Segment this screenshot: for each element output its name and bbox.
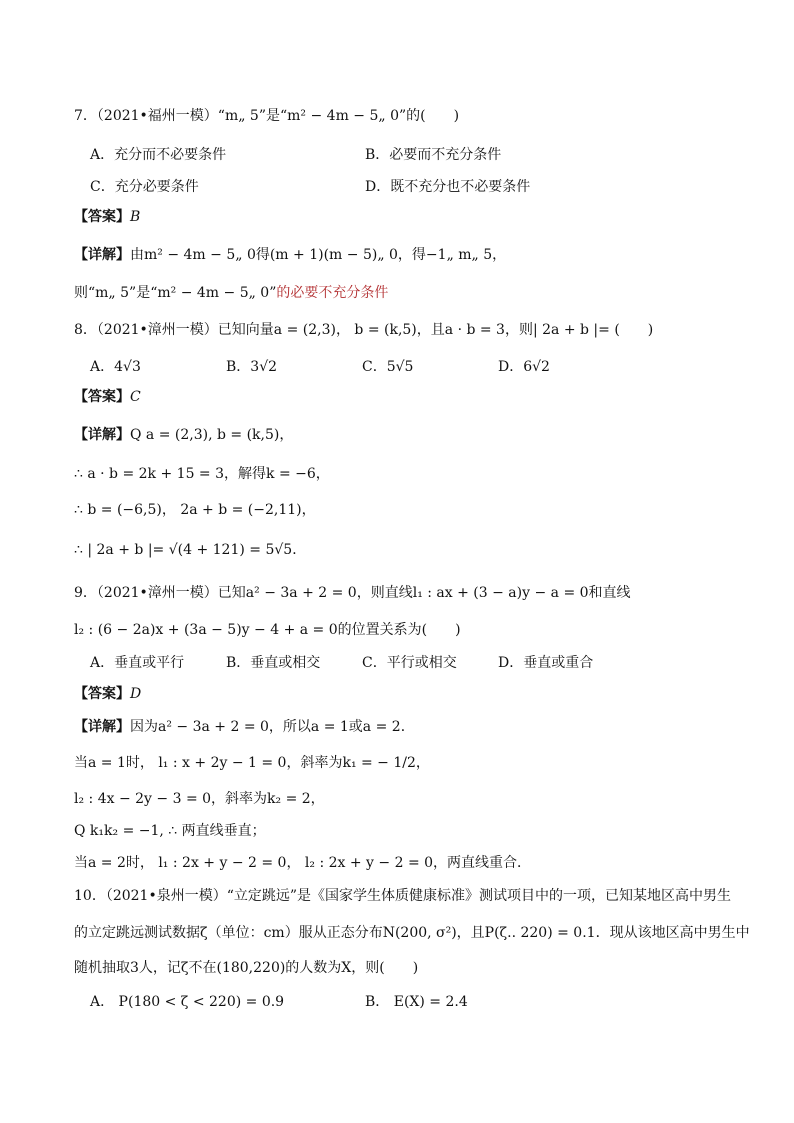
- q9-detail-5: 当a = 2时， l₁ : 2x + y − 2 = 0， l₂ : 2x + y − 2 = 0，两直线重合．: [74, 855, 532, 871]
- answer-value: C: [130, 389, 141, 405]
- q8-detail-4: ∴ | 2a + b |= √(4 + 121) = 5√5．: [74, 542, 307, 558]
- q10-stem-3: 随机抽取3人，记ζ不在(180,220)的人数为X，则( ): [74, 960, 419, 976]
- q8-option-c: C．5√5: [362, 359, 414, 375]
- q7-option-b: B．必要而不充分条件: [365, 147, 502, 163]
- q7-option-a: A．充分而不必要条件: [90, 147, 227, 163]
- q8-option-a: A．4√3: [90, 359, 141, 375]
- q8-option-b: B．3√2: [226, 359, 278, 375]
- q7-stem: 7．（2021•福州一模）“m„ 5”是“m² − 4m − 5„ 0”的( ): [74, 108, 460, 124]
- detail-label: 【详解】: [74, 247, 130, 263]
- answer-label: 【答案】: [74, 686, 130, 702]
- answer-label: 【答案】: [74, 209, 130, 225]
- q9-option-b: B．垂直或相交: [226, 655, 321, 671]
- q8-stem: 8．（2021•漳州一模）已知向量a = (2,3)， b = (k,5)，且a · b = 3，则| 2a + b |= ( ): [74, 322, 654, 338]
- q10-option-a: A． P(180 < ζ < 220) = 0.9: [90, 994, 285, 1010]
- q10-stem-2: 的立定跳远测试数据ζ（单位：cm）服从正态分布N(200, σ²)，且P(ζ.. 220) = 0.1．现从该地区高中男生中: [74, 925, 750, 941]
- q9-detail-3: l₂ : 4x − 2y − 3 = 0，斜率为k₂ = 2，: [74, 791, 325, 807]
- q10-option-b: B． E(X) = 2.4: [365, 994, 468, 1010]
- detail-conclusion: 的必要不充分条件: [276, 285, 389, 301]
- q8-option-d: D．6√2: [498, 359, 550, 375]
- q7-detail-1: [74, 246, 506, 264]
- q7-answer: [74, 208, 140, 226]
- answer-label: 【答案】: [74, 389, 130, 405]
- q8-detail-3: ∴ b = (−6,5)， 2a + b = (−2,11)，: [74, 502, 316, 518]
- detail-label: 【详解】: [74, 719, 130, 735]
- answer-value: D: [130, 686, 142, 702]
- q9-stem-2: l₂ : (6 − 2a)x + (3a − 5)y − 4 + a = 0的位置关系为( ): [74, 622, 461, 638]
- detail-text: 则“m„ 5”是“m² − 4m − 5„ 0”: [74, 285, 277, 301]
- q7-detail-2: [74, 284, 388, 302]
- q10-stem-1: 10．（2021•泉州一模）“立定跳远”是《国家学生体质健康标准》测试项目中的一项，已知某地区高中男生: [74, 888, 732, 904]
- q9-stem-1: 9．（2021•漳州一模）已知a² − 3a + 2 = 0，则直线l₁ : ax + (3 − a)y − a = 0和直线: [74, 585, 631, 601]
- q9-detail-1: [74, 718, 415, 736]
- detail-label: 【详解】: [74, 427, 130, 443]
- q8-answer: [74, 388, 141, 406]
- detail-text: 由m² − 4m − 5„ 0得(m + 1)(m − 5)„ 0，得−1„ m„ 5，: [130, 247, 507, 263]
- answer-value: B: [130, 209, 141, 225]
- q8-detail-1: [74, 426, 293, 444]
- q7-option-c: C．充分必要条件: [90, 179, 199, 195]
- detail-text: 因为a² − 3a + 2 = 0，所以a = 1或a = 2．: [130, 719, 415, 735]
- q9-option-c: C．平行或相交: [362, 655, 457, 671]
- q9-answer: [74, 685, 141, 703]
- q7-option-d: D．既不充分也不必要条件: [365, 179, 531, 195]
- q9-option-d: D．垂直或重合: [498, 655, 594, 671]
- detail-text: Q a = (2,3), b = (k,5)，: [130, 427, 294, 443]
- q9-detail-2: 当a = 1时， l₁ : x + 2y − 1 = 0，斜率为k₁ = − 1/2，: [74, 755, 430, 771]
- q8-detail-2: ∴ a · b = 2k + 15 = 3，解得k = −6，: [74, 466, 330, 482]
- q9-detail-4: Q k₁k₂ = −1, ∴ 两直线垂直；: [74, 823, 266, 839]
- q9-option-a: A．垂直或平行: [90, 655, 185, 671]
